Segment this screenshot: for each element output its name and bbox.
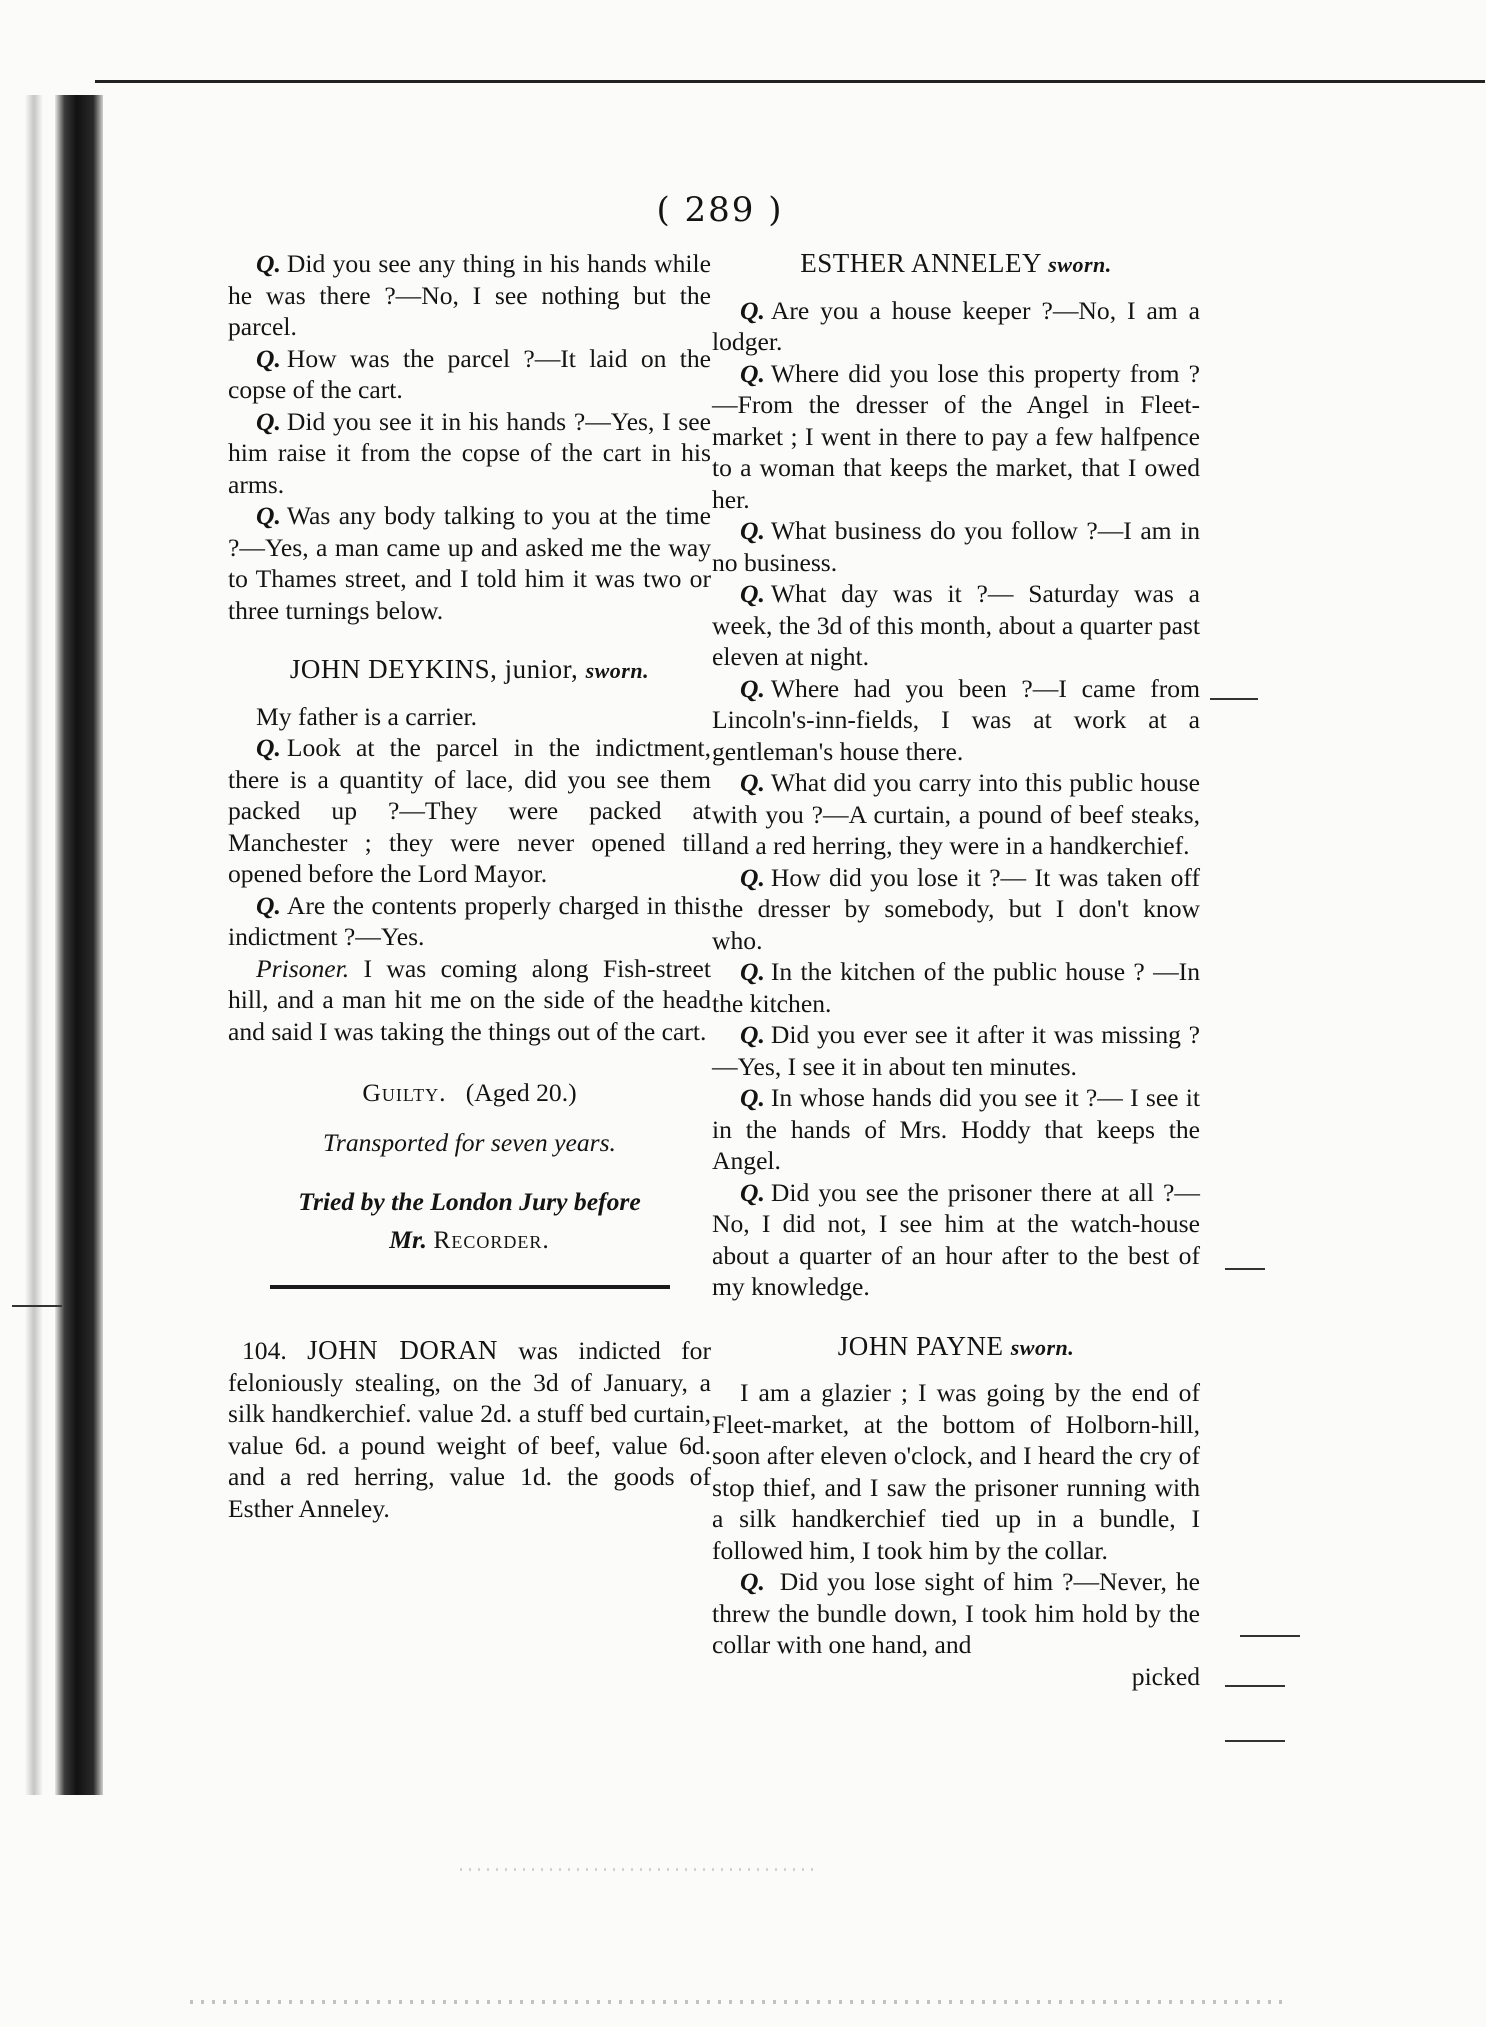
qa-text: What did you carry into this public house with you ?—A curtain, a pound of beef steaks, and a red herring, they were in a handkerchief. [712,768,1200,860]
case-number: 104. [242,1336,287,1365]
qa-text: Where did you lose this property from ?—From the dresser of the Angel in Fleet-market ; I went in there to pay a few halfpence to a woman that keeps the market, that I owed her. [712,358,1200,514]
qa-text: Are the contents properly charged in this indictment ?—Yes. [228,890,711,951]
question-mark-q: Q. [740,673,765,703]
margin-mark [1225,1740,1285,1742]
question-mark-q: Q. [740,579,765,608]
qa-text: Look at the parcel in the indictment, there is a quantity of lace, did you see them packed up ?—They were packed at Manchester ; they were never opened till opened before the Lord Mayor. [228,733,711,888]
case-charge: was indicted for feloniously stealing, on the 3d of January, a silk handkerchief. value 2d. a stuff bed curtain, value 6d. a pound weight of beef, value 6d. and a red herring, value 1d. the goods of Esther Anneley. [228,1336,711,1523]
margin-mark [1240,1635,1300,1637]
question-answer [712,862,1200,957]
sworn-label: sworn. [1010,1334,1075,1360]
witness-heading-payne [712,1331,1200,1364]
question-mark-q: Q. [740,862,765,892]
right-column [712,248,1200,1692]
scan-noise [190,2000,1290,2004]
left-column [228,248,711,1524]
verdict-age: (Aged 20.) [465,1078,577,1107]
witness-name: JOHN PAYNE [837,1330,1004,1361]
question-answer [228,732,711,890]
tried-judge [228,1224,711,1256]
question-mark-q: Q. [740,358,765,388]
testimony-block-top [228,248,711,626]
question-mark-q: Q. [256,890,281,920]
question-mark-q: Q. [740,1083,765,1112]
testimony-block-anneley [712,295,1200,1303]
sworn-label: sworn. [585,658,650,683]
question-answer [228,343,711,406]
question-mark-q: Q. [740,957,765,986]
verdict-text: Guilty. [362,1078,447,1107]
question-mark-q: Q. [256,343,281,373]
qa-text: Are you a house keeper ?—No, I am a lodger. [712,295,1200,356]
prisoner-text: I was coming along Fish-street hill, and a man hit me on the side of the head and said I was taking the things out of the cart. [228,953,711,1046]
margin-mark [1225,1268,1265,1270]
witness-heading-anneley [712,248,1200,281]
qa-text: Was any body talking to you at the time ?—Yes, a man came up and asked me the way to Thames street, and I told him it was two or three turnings below. [228,501,711,625]
question-answer [712,515,1200,578]
qa-text: Did you see any thing in his hands while he was there ?—No, I see nothing but the parcel. [228,249,711,341]
witness-heading-deykins [228,654,711,687]
page-number: ( 289 ) [656,190,784,230]
tried-line: Tried by the London Jury before [298,1187,641,1216]
question-answer [228,890,711,953]
witness-statement: My father is a carrier. [256,701,477,731]
margin-mark [1210,698,1258,700]
qa-text: What day was it ?— Saturday was a week, the 3d of this month, about a quarter past eleven at night. [712,579,1200,671]
scan-top-edge [95,80,1485,83]
question-answer [712,1566,1200,1661]
section-divider [270,1285,670,1289]
question-answer [712,673,1200,768]
question-mark-q: Q. [740,516,765,545]
qa-text: Where had you been ?—I came from Lincoln's-inn-fields, I was at work at a gentleman's house there. [712,673,1200,766]
question-answer [228,248,711,343]
qa-text: How was the parcel ?—It laid on the copse of the cart. [228,343,711,404]
prisoner-label: Prisoner. [256,953,350,983]
qa-text: Did you see it in his hands ?—Yes, I see him raise it from the copse of the cart in his arms. [228,406,711,499]
question-answer [712,1082,1200,1177]
qa-text: Did you ever see it after it was missing ?—Yes, I see it in about ten minutes. [712,1020,1200,1081]
margin-mark [1225,1685,1285,1687]
question-answer [712,956,1200,1019]
catchword: picked [1131,1661,1200,1691]
question-answer [712,578,1200,673]
question-mark-q: Q. [256,501,281,530]
question-answer [228,500,711,626]
scan-binding-edge [55,95,103,1795]
qa-text: Did you lose sight of him ?—Never, he threw the bundle down, I took him hold by the collar with one hand, and [712,1567,1200,1659]
margin-mark [12,1305,62,1307]
witness-name: ESTHER ANNELEY [800,248,1041,278]
question-answer [712,767,1200,862]
qa-text: What business do you follow ?—I am in no business. [712,516,1200,577]
scan-edge-shadow [25,95,43,1795]
verdict [228,1077,711,1109]
question-mark-q: Q. [740,1020,765,1049]
question-answer [228,406,711,501]
scan-noise [460,1868,820,1871]
case-entry [228,1335,711,1524]
qa-text: In the kitchen of the public house ? —In the kitchen. [712,957,1200,1018]
qa-text: Did you see the prisoner there at all ?—No, I did not, I see him at the watch-house about a quarter of an hour after to the best of my knowledge. [712,1177,1200,1301]
question-mark-q: Q. [740,295,765,325]
prisoner-statement [228,953,711,1048]
sentence: Transported for seven years. [323,1127,616,1157]
question-mark-q: Q. [740,768,765,797]
question-mark-q: Q. [256,733,281,762]
tried-mr: Mr. [389,1224,427,1254]
question-answer [712,1019,1200,1082]
question-answer [712,1177,1200,1303]
tried-recorder: Recorder. [433,1224,550,1254]
qa-text: How did you lose it ?— It was taken off the dresser by somebody, but I don't know who. [712,862,1200,955]
sworn-label: sworn. [1048,252,1112,277]
question-answer [712,295,1200,358]
question-mark-q: Q. [256,249,281,278]
witness-name: JOHN DEYKINS, junior, [289,654,579,684]
question-mark-q: Q. [740,1177,765,1207]
witness-statement: I am a glazier ; I was going by the end of Fleet-market, at the bottom of Holborn-hill, soon after eleven o'clock, and I heard the cry of stop thief, and I saw the prisoner running with a silk handkerchief tied up in a bundle, I followed him, I took him by the collar. [712,1378,1200,1565]
case-defendant: JOHN DORAN [307,1335,498,1365]
question-mark-q: Q. [256,406,281,436]
question-answer [712,358,1200,516]
testimony-block-mid [228,732,711,953]
question-mark-q: Q. [740,1567,765,1596]
qa-text: In whose hands did you see it ?— I see it in the hands of Mrs. Hoddy that keeps the Angel. [712,1083,1200,1175]
